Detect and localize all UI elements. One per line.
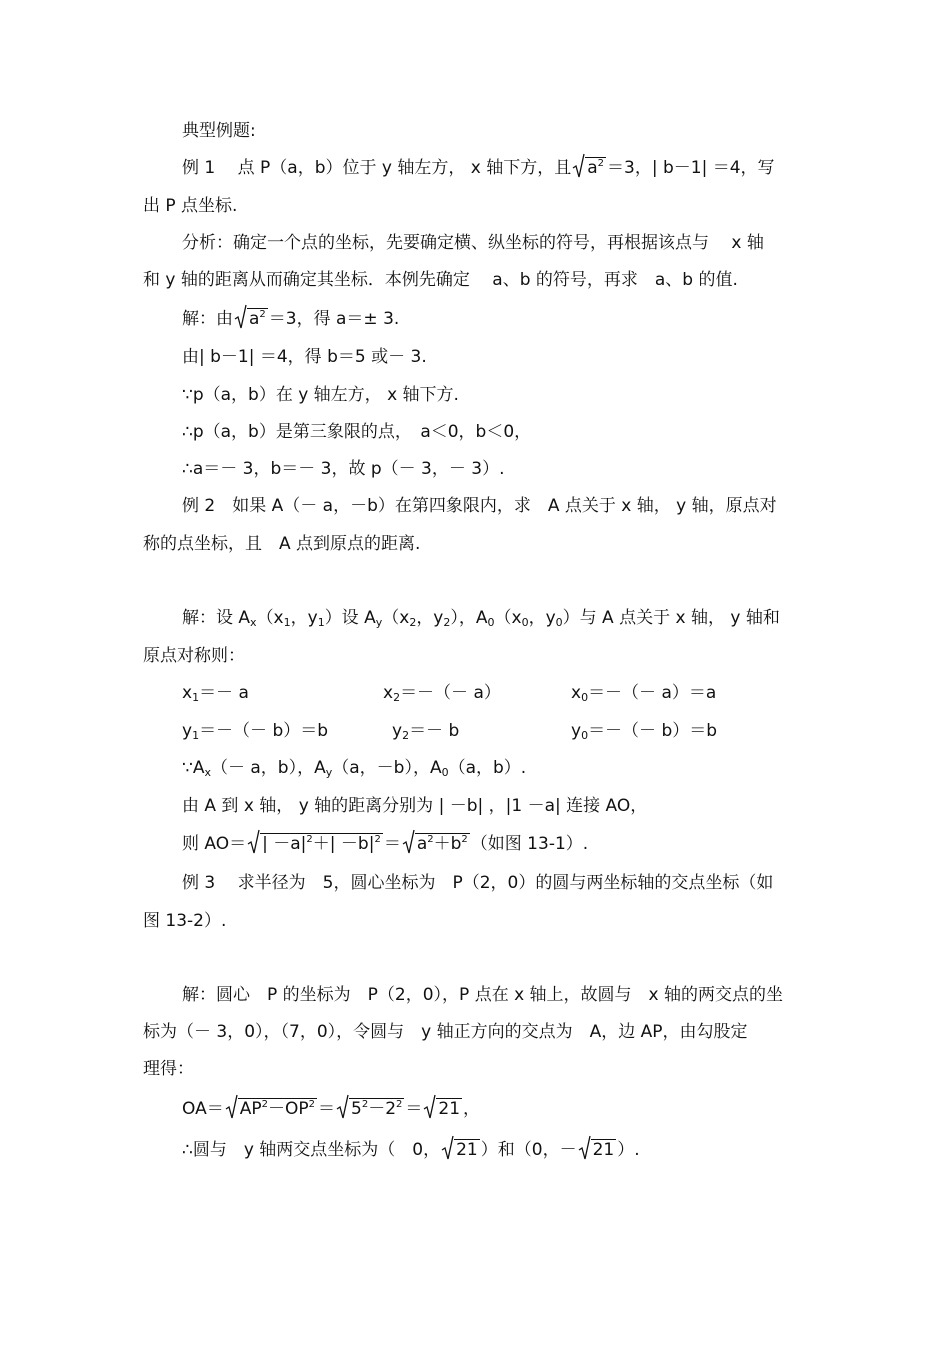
radical-sign [225,1094,238,1120]
ex2-distance: 由 A 到 x 轴， y 轴的距离分别为 | －b| ，|1 －a| 连接 AO， [182,796,648,816]
eq-y0: $y_0=-(- b)=b$ [571,721,718,742]
ex2-solution-1: 解：设 $A_x(x_1$，$y_1$）设 $A_y(x_2$，$y_2$），$A_0(x_0$，$y_0$）与 A 点关于 x 轴， y 轴和 [182,608,780,629]
radical-sign [572,153,585,179]
radical-sign [234,304,247,330]
ex2-solution-2: 原点对称则： [143,646,245,666]
sqrt-21: 21 [578,1138,617,1162]
ex3-solution-1: 解：圆心 P 的坐标为 P（2，0），P 点在 x 轴上，故圆与 x 轴的两交点的坐 [182,985,784,1005]
ex1-analysis-1: 分析：确定一个点的坐标，先要确定横、纵坐标的符号，再根据该点与 x 轴 [182,233,764,253]
ex1-solution-1: 解：由 $a^2 =3$，得 a＝± 3. [182,307,808,331]
radical-sign [402,829,415,855]
ex2-line-1: 例 2 如果 A（－ a，－b）在第四象限内，求 A 点关于 x 轴， y 轴，原点对 [182,496,777,516]
ex3-line-2: 图 13-2）. [143,911,227,931]
ex1-line-2: 出 P 点坐标. [143,196,238,216]
sqrt-21: 21 [441,1138,480,1162]
ex2-result: $\because A_x(- a$，b），$A_y(a$，－b），$A_0(a$，b）. [182,758,527,779]
eq-y1: $y_1=-(- b)=b$ [182,721,329,742]
sqrt-21: 21 [423,1097,462,1121]
ex3-final: ∴圆与 y 轴两交点坐标为（ 0， 21 ）和（0，－ 21 ）. [182,1138,808,1162]
ex3-solution-2: 标为（－ 3，0），（7，0），令圆与 y 轴正方向的交点为 A，边 AP，由勾股定 [143,1022,748,1042]
ex1-analysis-2: 和 y 轴的距离从而确定其坐标．本例先确定 a、b 的符号，再求 a、b 的值. [143,270,738,290]
radical-sign [336,1094,349,1120]
sqrt-abs-sum: | $-a|^2+| -b|^2$ [247,832,383,856]
ex3-line-1: 例 3 求半径为 5，圆心坐标为 P（2，0）的圆与两坐标轴的交点坐标（如 [182,873,774,893]
radical-sign [441,1135,454,1161]
eq-x1: $x_1=- a$ [182,683,249,704]
eq-x2: $x_2=-(- a)$ [383,683,501,704]
sqrt-5-2: $5^2-2^2$ [336,1097,404,1121]
eq-x0: $x_0=-(- a)=a$ [571,683,717,704]
ex3-solution-3: 理得： [143,1059,194,1079]
ex1-line-1: 例 1 点 P（a，b）位于 y 轴左方， x 轴下方，且 $a^2 =3$，| b－1| ＝4，写 [182,156,808,180]
ex3-oa-formula: OA＝ $AP^2-OP^2$ ＝ $5^2-2^2$ ＝ 21 ， [182,1097,808,1121]
ex2-line-2: 称的点坐标，且 A 点到原点的距离. [143,534,421,554]
ex1-solution-3: ∵p（a，b）在 y 轴左方， x 轴下方. [182,385,459,405]
ex1-solution-4: ∴p（a，b）是第三象限的点， a＜0，b＜0， [182,422,532,442]
ex2-ao-formula: 则 AO＝ | $-a|^2+| -b|^2$ ＝ $a^2+b^2$ （如图 13-1）. [182,832,808,856]
radical-sign [423,1094,436,1120]
sqrt-a-squared: $a^2$ [572,156,606,180]
ex1-solution-2: 由| b－1| ＝4，得 b＝5 或－ 3. [182,347,427,367]
sqrt-a-squared: $a^2$ [234,307,268,331]
section-heading: 典型例题: [182,121,256,141]
sqrt-a2-b2: $a^2+b^2$ [402,832,470,856]
ex1-solution-5: ∴a＝－ 3，b＝－ 3，故 p（－ 3，－ 3）. [182,459,505,479]
radical-sign [578,1135,591,1161]
eq-y2: $y_2=- b$ [392,721,460,742]
sqrt-ap-op: $AP^2-OP^2$ [225,1097,317,1121]
radical-sign [247,829,260,855]
